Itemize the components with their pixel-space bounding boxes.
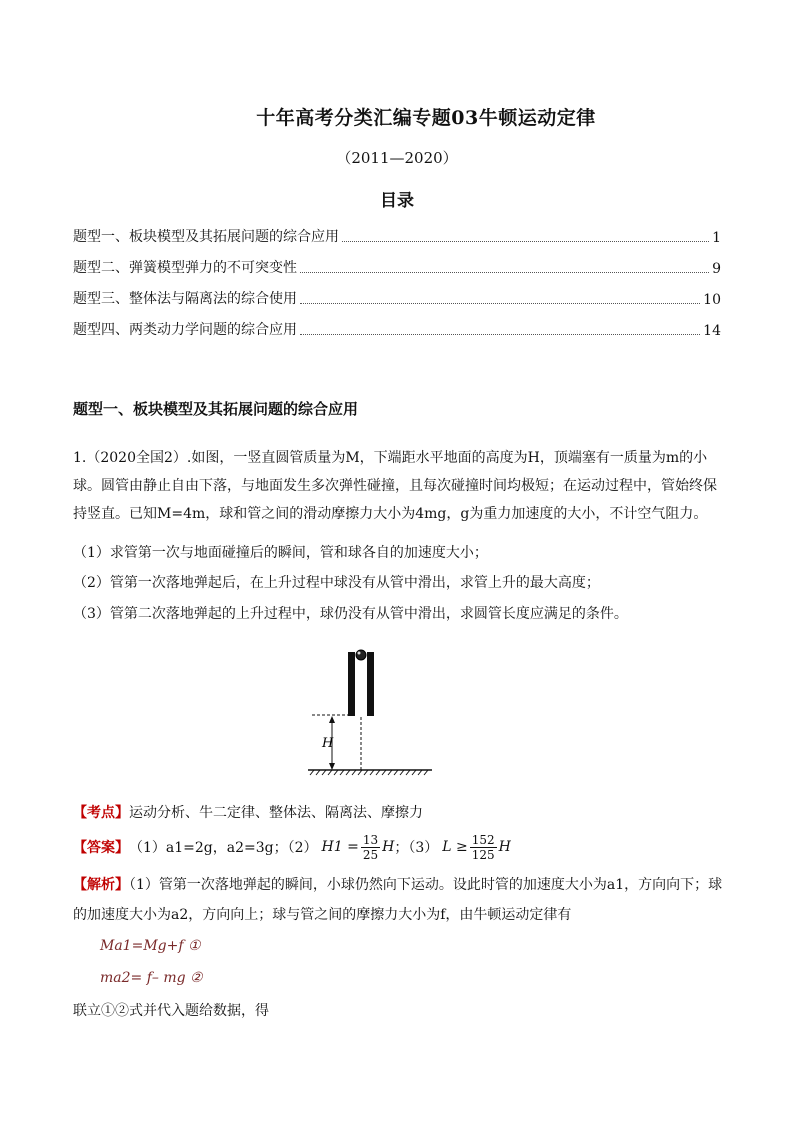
answer-l: L ≥ (442, 839, 468, 855)
jiexi-line-1 (73, 874, 722, 894)
answer-line (73, 832, 511, 862)
section-heading: 题型一、板块模型及其拓展问题的综合应用 (73, 400, 359, 418)
answer-part1: （1）a1=2g，a2=3g；（2） (129, 840, 318, 856)
tube-wall-left (348, 652, 355, 716)
question-3: （3）管第二次落地弹起的上升过程中，球仍没有从管中滑出，求圆管长度应满足的条件。 (73, 606, 628, 622)
fraction-denominator: 25 (362, 847, 379, 862)
arrow-head-down (329, 763, 335, 770)
answer-fraction-2 (470, 833, 497, 862)
question-1: （1）求管第一次与地面碰撞后的瞬间，管和球各自的加速度大小； (73, 545, 488, 561)
ball-highlight (358, 652, 361, 655)
answer-label: 【答案】 (73, 840, 129, 856)
jiexi-label: 【解析】 (73, 877, 129, 893)
ball (356, 650, 366, 660)
toc-item-4[interactable] (73, 319, 721, 339)
answer-h-symbol-2: H (498, 839, 511, 855)
question-2: （2）管第一次落地弹起后，在上升过程中球没有从管中滑出，求管上升的最大高度； (73, 575, 600, 591)
toc-item-label: 题型二、弹簧模型弹力的不可突变性 (73, 260, 297, 276)
answer-fraction-1 (361, 833, 380, 862)
toc-item-2[interactable] (73, 257, 721, 277)
document-title: 十年高考分类汇编专题03牛顿运动定律 (256, 107, 596, 129)
toc-item-1[interactable] (73, 226, 721, 246)
jiexi-line-2: 的加速度大小为a2，方向向上；球与管之间的摩擦力大小为f，由牛顿运动定律有 (73, 907, 572, 923)
fraction-numerator: 152 (471, 832, 495, 847)
toc-item-label: 题型三、整体法与隔离法的综合使用 (73, 291, 297, 307)
tube-wall-right (367, 652, 374, 716)
toc-item-3[interactable] (73, 288, 721, 308)
toc-leader (300, 303, 700, 304)
toc-item-page: 1 (712, 230, 721, 246)
tube-diagram (300, 640, 440, 780)
kaodian-label: 【考点】 (73, 805, 129, 821)
arrow-head-up (329, 716, 335, 723)
answer-h1: H1 = (321, 839, 359, 855)
final-line: 联立①②式并代入题给数据，得 (73, 1003, 269, 1019)
document-subtitle: （2011—2020） (336, 149, 458, 167)
kaodian-line (73, 802, 423, 822)
answer-part3: ；（3） (394, 840, 439, 856)
toc-leader (342, 241, 709, 242)
toc-item-page: 9 (712, 261, 721, 277)
jiexi-text-1: （1）管第一次落地弹起的瞬间，小球仍然向下运动。设此时管的加速度大小为a1，方向向下；球 (129, 877, 723, 893)
fraction-numerator: 13 (362, 832, 379, 847)
toc-item-page: 14 (703, 323, 721, 339)
height-label: H (322, 736, 334, 751)
fraction-denominator: 125 (471, 847, 495, 862)
toc-leader (300, 272, 709, 273)
equation-2: ma2= f– mg ② (100, 970, 203, 986)
toc-item-page: 10 (703, 292, 721, 308)
toc-heading: 目录 (380, 191, 414, 211)
kaodian-text: 运动分析、牛二定律、整体法、隔离法、摩擦力 (129, 805, 423, 821)
equation-1: Ma1=Mg+f ① (100, 938, 201, 954)
toc-leader (300, 334, 700, 335)
problem-stem: 1.（2020全国2）.如图，一竖直圆管质量为M，下端距水平地面的高度为H，顶端塞有一质量为m的小球。圆管由静止自由下落，与地面发生多次弹性碰撞，且每次碰撞时间均极短；在运动过程中，管始终保持竖直。已知M=4m，球和管之间的滑动摩擦力大小为4mg，g为重力加速度的大小，不计空气阻力。 (73, 450, 717, 522)
toc-item-label: 题型四、两类动力学问题的综合应用 (73, 322, 297, 338)
toc-item-label: 题型一、板块模型及其拓展问题的综合应用 (73, 229, 339, 245)
answer-h-symbol: H (382, 839, 395, 855)
